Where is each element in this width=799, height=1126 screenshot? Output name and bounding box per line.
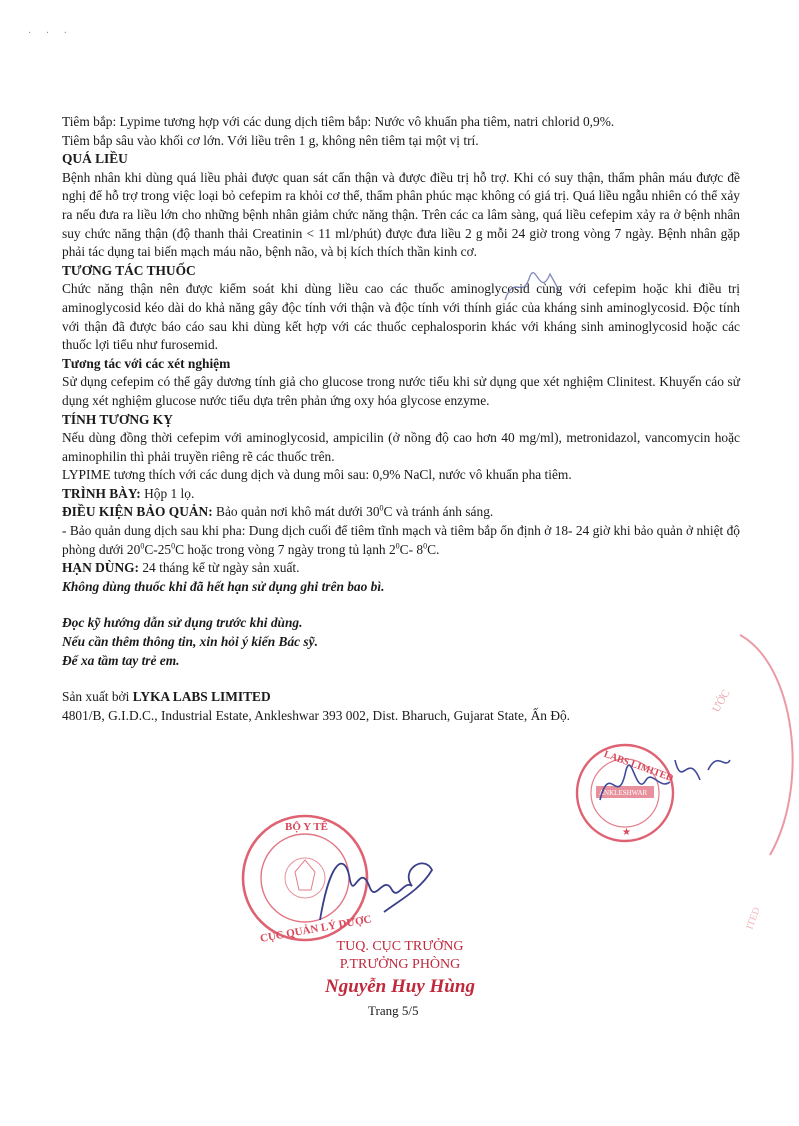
ministry-seal-top: BỘ Y TẾ [285, 821, 328, 833]
ask-doctor: Nếu cần thêm thông tin, xin hỏi ý kiến Bác sỹ. [62, 634, 318, 650]
expiry-label: HẠN DÙNG: [62, 560, 139, 576]
signatory-title-2: P.TRƯỞNG PHÒNG [339, 957, 461, 972]
ministry-seal-bottom: CỤC QUẢN LÝ DƯỢC [259, 913, 373, 945]
interactions-text: Chức năng thận nên được kiểm soát khi dùng liều cao các thuốc aminoglycosid cùng với cefepim hoặc khi điều trị aminoglycosid kéo dài do khả năng gây độc tính với thận và độc tính với thính giác của kháng sinh aminoglycosid. Độc tính với thận đã được báo cáo sau khi dùng kết hợp với các thuốc cephalosporin khác với kháng sinh aminoglycosid hoặc các thuốc lợi tiểu như furosemid. [62, 281, 740, 353]
storage-label: ĐIỀU KIỆN BẢO QUẢN: [62, 504, 213, 520]
interactions-heading: TƯƠNG TÁC THUỐC [62, 262, 196, 278]
edge-stamp-text-2: ITED [744, 905, 763, 932]
expiry-line [62, 559, 740, 578]
overdose-text: Bệnh nhân khi dùng quá liều phải được quan sát cẩn thận và được điều trị hỗ trợ. Khi có suy thận, thẩm phân máu được đề nghị để hỗ trợ trong việc loại bỏ cefepim ra khỏi cơ thể, thẩm phân phúc mạc không có giá trị. Quá liều ngẫu nhiên có thể xảy ra nếu đưa ra liều lớn cho những bệnh nhân giảm chức năng thận. Trên các ca lâm sàng, quá liều cefepim xảy ra ở bệnh nhân suy chức năng thận (độ thanh thải Creatinin < 11 ml/phút) được đưa liều 2 g mỗi 24 giờ trong vòng 7 ngày. Bệnh nhân gặp phải tác dụng tai biến mạch máu não, bệnh não, và bị kích thích thần kinh cơ. [62, 169, 740, 260]
incompatibility-text: Nếu dùng đồng thời cefepim với aminoglycosid, ampicilin (ở nồng độ cao hơn 40 mg/ml), metronidazol, vancomycin hoặc aminophilin thì phải truyền riêng rẽ các thuốc trên. [62, 430, 740, 464]
storage-dilution: - Bảo quản dung dịch sau khi pha: Dung dịch cuối để tiêm tĩnh mạch và tiêm bắp ổn định ở 18- 24 giờ khi bảo quản ở nhiệt độ phòng dưới $20^0C-25^0C$ hoặc trong vòng 7 ngày trong tủ lạnh $2^0C-$ $8^0C$. [62, 523, 740, 557]
manufacturer-line [62, 688, 740, 707]
storage-value-b: C và tránh ánh sáng. [383, 504, 494, 520]
company-signature [590, 740, 740, 820]
manufacturer-address: 4801/B, G.I.D.C., Industrial Estate, Ankleshwar 393 002, Dist. Bharuch, Gujarat State, Ấn Độ. [62, 707, 571, 723]
edge-stamp-text: ƯỚC [710, 687, 733, 715]
expiry-value: 24 tháng kể từ ngày sản xuất. [142, 560, 300, 576]
page-number: Trang 5/5 [368, 1003, 419, 1018]
keep-away-children: Để xa tầm tay trẻ em. [62, 652, 180, 668]
manufacturer-name: LYKA LABS LIMITED [132, 689, 271, 705]
lab-interactions-text: Sử dụng cefepim có thể gây dương tính giả cho glucose trong nước tiểu khi sử dụng que xét nghiệm Clinitest. Khuyến cáo sử dụng xét nghiệm glucose nước tiểu dựa trên phản ứng oxy hóa glycose enzyme. [62, 374, 740, 408]
signatory-title-1: TUQ. CỤC TRƯỞNG [336, 939, 464, 954]
company-seal-city: ANKLESHWAR [599, 789, 648, 797]
storage-line [62, 503, 740, 522]
intramuscular-compat: Tiêm bắp: Lypime tương hợp với các dung dịch tiêm bắp: Nước vô khuẩn pha tiêm, natri chlorid 0,9%. [62, 114, 615, 129]
official-signature [300, 840, 440, 930]
signatory-name: Nguyễn Huy Hùng [325, 976, 475, 997]
read-instructions: Đọc kỹ hướng dẫn sử dụng trước khi dùng. [62, 615, 303, 631]
presentation-label: TRÌNH BÀY: [62, 485, 141, 501]
presentation-line [62, 485, 740, 504]
overdose-heading: QUÁ LIỀU [62, 151, 128, 167]
intramuscular-note: Tiêm bắp sâu vào khối cơ lớn. Với liều trên 1 g, không nên tiêm tại một vị trí. [62, 132, 479, 148]
lab-interactions-heading: Tương tác với các xét nghiệm [62, 355, 231, 371]
expiry-warning: Không dùng thuốc khi đã hết hạn sử dụng ghi trên bao bì. [62, 578, 385, 594]
signatory-block [315, 938, 485, 996]
manufacturer-prefix: Sản xuất bởi [62, 689, 130, 705]
degree-sup: 0 [379, 504, 384, 513]
storage-value-a: Bảo quản nơi khô mát dưới 30 [216, 504, 380, 520]
presentation-value: Hộp 1 lọ. [144, 485, 195, 501]
initial-mark [500, 262, 570, 308]
compatibility-text: LYPIME tương thích với các dung dịch và dung môi sau: 0,9% NaCl, nước vô khuẩn pha tiêm. [62, 467, 572, 483]
scan-marks: · · · [28, 28, 73, 39]
company-seal-text: LABS LIMITED [602, 748, 675, 785]
leaflet-body [62, 113, 740, 725]
incompatibility-heading: TÍNH TƯƠNG KỴ [62, 411, 173, 427]
svg-text:★: ★ [622, 827, 631, 838]
